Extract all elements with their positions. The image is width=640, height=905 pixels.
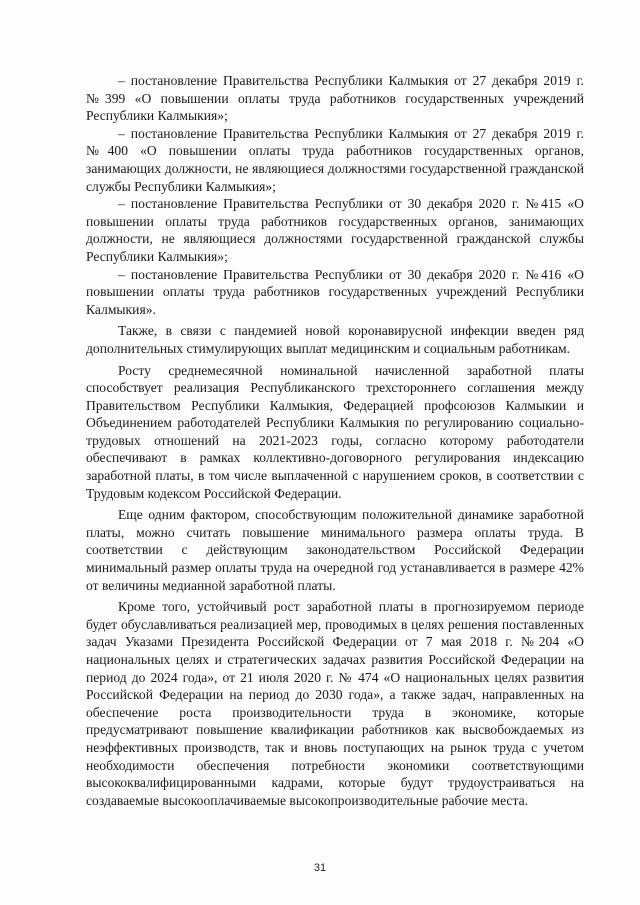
paragraph-decree-399: – постановление Правительства Республики Калмыкия от 27 декабря 2019 г. №399 «О повышении оплаты труда работников государственных учреждений Республики Калмыкия»; [86, 73, 584, 124]
paragraph-minimum-wage: Еще одним фактором, способствующим положительной динамике заработной платы, можно считать повышение минимального размера оплаты труда. В соответствии с действующим законодательством Российской Федерации минимальный размер оплаты труда на очередной год устанавливается в размере 42% от величины медианной заработной платы. [86, 507, 584, 593]
paragraph-tripartite-agreement: Росту среднемесячной номинальной начисленной заработной платы способствует реализация Республиканского трехстороннего соглашения между Правительством Республики Калмыкия, Федерацией профсоюзов Калмыкии и Объединением работодателей Республики Калмыкия по регулированию социально-трудовых отношений на 2021-2023 годы, согласно которому работодатели обеспечивают в рамках коллективно-договорного регулирования индексацию заработной платы, в том числе выплаченной с нарушением сроков, в соответствии с Трудовым кодексом Российской Федерации. [86, 362, 584, 501]
paragraph-decree-416: – постановление Правительства Республики от 30 декабря 2020 г. №416 «О повышении оплаты труда работников государственных учреждений Республики Калмыкия». [86, 266, 584, 317]
paragraph-covid-payments: Также, в связи с пандемией новой коронавирусной инфекции введен ряд дополнительных стимулирующих выплат медицинским и социальным работникам. [86, 323, 584, 356]
paragraph-decree-400: – постановление Правительства Республики Калмыкия от 27 декабря 2019 г. №400 «О повышении оплаты труда работников государственных органов, занимающих должности, не являющиеся должностями государственной гражданской службы Республики Калмыкия»; [86, 125, 584, 194]
page-number: 31 [313, 862, 327, 874]
paragraph-presidential-decrees: Кроме того, устойчивый рост заработной платы в прогнозируемом периоде будет обуславливаться реализацией мер, проводимых в целях решения поставленных задач Указами Президента Российской Федерации от 7 мая 2018 г. №204 «О национальных целях и стратегических задачах развития Российской Федерации на период до 2024 года», от 21 июля 2020 г. № 474 «О национальных целях развития Российской Федерации на период до 2030 года», а также задач, направленных на обеспечение роста производительности труда в экономике, которые предусматривают повышение квалификации работников как высвобождаемых из неэффективных производств, так и вновь поступающих на рынок труда с учетом необходимости обеспечения потребности экономики соответствующими высококвалифицированными кадрами, которые будут трудоустраиваться на создаваемые высокооплачиваемые высокопроизводительные рабочие места. [86, 599, 584, 808]
paragraph-decree-415: – постановление Правительства Республики от 30 декабря 2020 г. №415 «О повышении оплаты труда работников государственных органов, занимающих должности, не являющиеся должностями государственной гражданской службы Республики Калмыкия»; [86, 196, 584, 264]
document-body [86, 72, 584, 809]
